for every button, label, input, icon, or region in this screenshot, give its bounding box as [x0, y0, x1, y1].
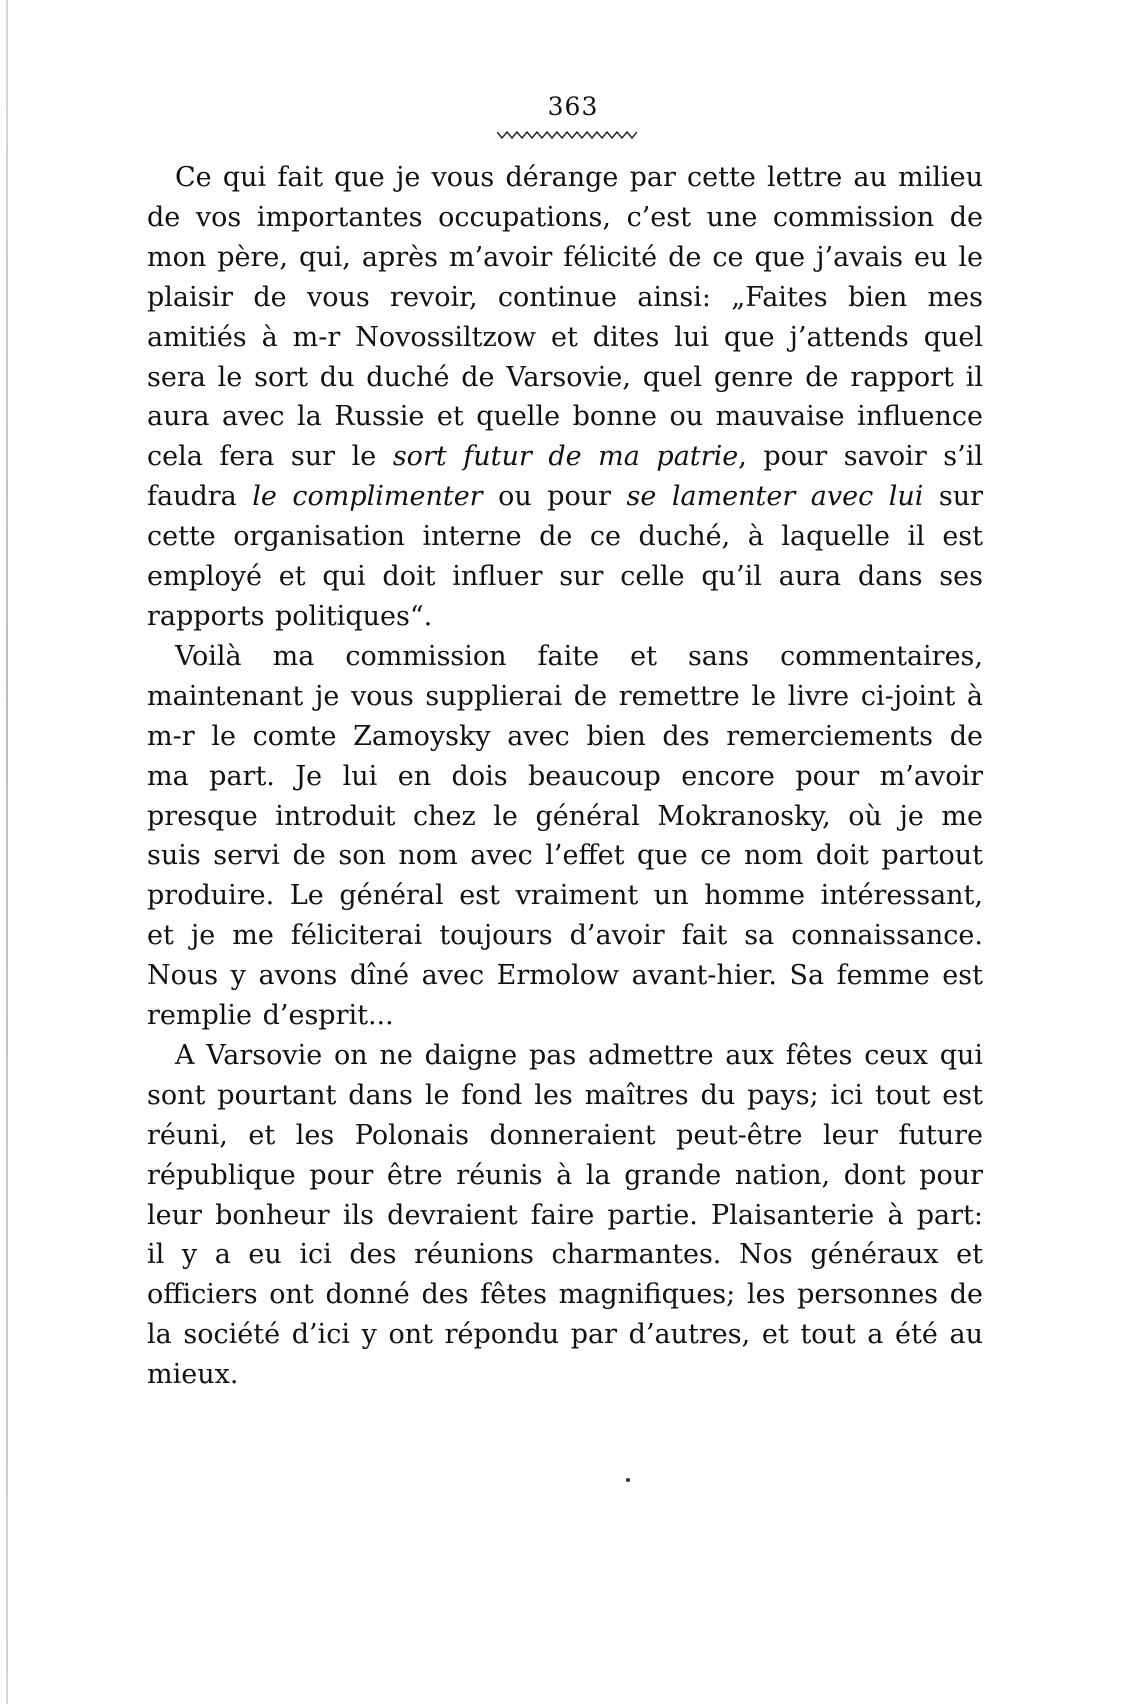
paragraph: [147, 158, 983, 637]
text-run: , pour savoir s’il faudra: [147, 441, 983, 513]
text-run: Voilà ma commission faite et sans commentaires, maintenant je vous supplierai de remettre le livre ci-joint à m-r le comte Zamoysky avec bien des remerciements de ma part. Je lui en dois beaucoup encore pour m’avoir presque introduit chez le général Mokranosky, où je me suis servi de son nom avec l’effet que ce nom doit partout produire. Le général est vraiment un homme intéressant, et je me féliciterai toujours d’avoir fait sa connaissance. Nous y avons dîné avec Ermolow avant-hier. Sa femme est remplie d’esprit...: [147, 640, 983, 1032]
body-text: [147, 158, 983, 1395]
italic-phrase: sort futur de ma patrie: [392, 441, 739, 473]
text-run: ou pour: [482, 481, 627, 513]
paragraph: [147, 1036, 983, 1395]
ink-speck: [626, 1478, 630, 1482]
page-number: 363: [547, 92, 599, 121]
italic-phrase: se lamenter avec lui: [626, 481, 924, 513]
wavy-header-rule: [497, 128, 637, 142]
text-run: A Varsovie on ne daigne pas admettre aux fêtes ceux qui sont pourtant dans le fond les maîtres du pays; ici tout est réuni, et les Polonais donneraient peut-être leur future république pour être réunis à la grande nation, dont pour leur bonheur ils devraient faire partie. Plaisanterie à part: il y a eu ici des réunions charmantes. Nos généraux et officiers ont donné des fêtes magnifiques; les personnes de la société d’ici y ont répondu par d’autres, et tout a été au mieux.: [147, 1039, 983, 1391]
italic-phrase: le complimenter: [252, 481, 483, 513]
page-edge-shadow: [6, 0, 8, 1704]
text-run: Ce qui fait que je vous dérange par cette lettre au milieu de vos importantes occupations, c’est une commission de mon père, qui, après m’avoir félicité de ce que j’avais eu le plaisir de vous revoir, continue ainsi: „Faites bien mes amitiés à m-r Novossiltzow et dites lui que j’attends quel sera le sort du duché de Varsovie, quel genre de rapport il aura avec la Russie et quelle bonne ou mauvaise influence cela fera sur le: [147, 162, 983, 473]
paragraph: [147, 637, 983, 1036]
text-run: sur cette organisation interne de ce duché, à laquelle il est employé et qui doit influer sur celle qu’il aura dans ses rapports politiques“.: [147, 481, 984, 632]
